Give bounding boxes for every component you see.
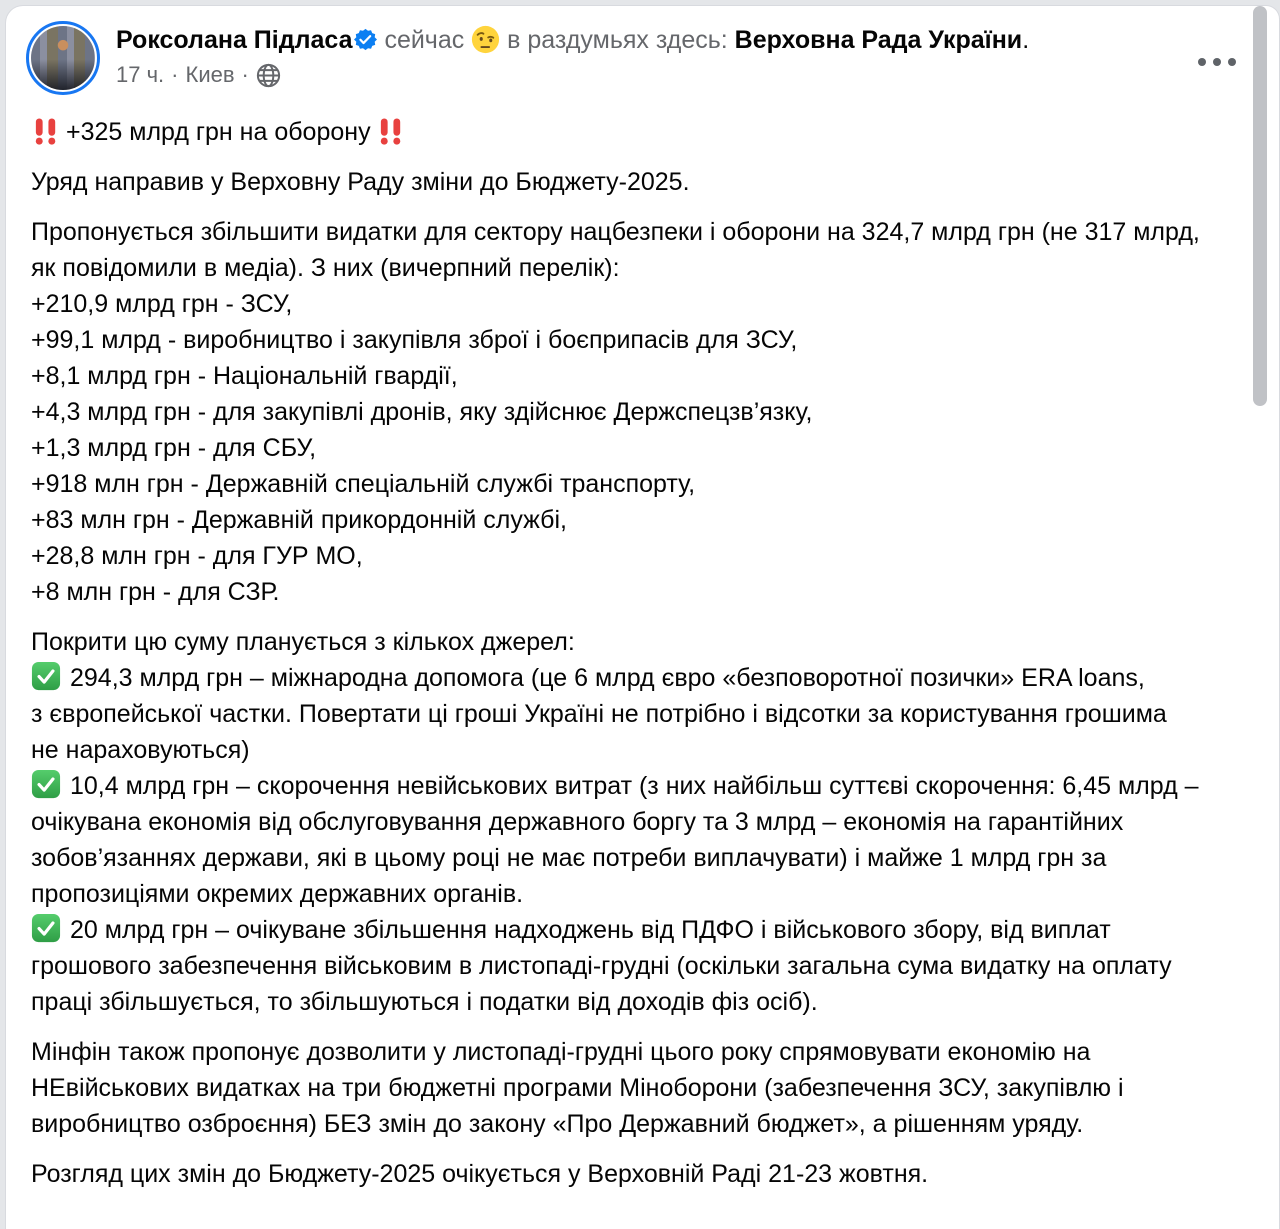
post-line xyxy=(31,114,1201,150)
location-label[interactable]: Киев xyxy=(185,62,235,87)
double-exclamation-icon xyxy=(31,116,61,146)
post-text: Пропонується збільшити видатки для сектору нацбезпеки і оборони на 324,7 млрд грн (не 317 млрд, як повідомили в медіа). З них (вичерпний перелік): xyxy=(31,218,1200,282)
post-line xyxy=(31,430,1201,466)
post-line xyxy=(31,214,1201,286)
post-card xyxy=(5,5,1280,1229)
post-paragraph xyxy=(31,1156,1201,1192)
globe-icon xyxy=(256,63,281,88)
post-paragraph xyxy=(31,624,1201,1020)
header-line-2 xyxy=(116,62,1029,88)
place-link[interactable]: Верховна Рада України xyxy=(734,26,1023,54)
post-text: Покрити цю суму планується з кількох джерел: xyxy=(31,628,575,656)
avatar[interactable] xyxy=(26,21,100,95)
post-body xyxy=(6,114,1279,1192)
status-text: в раздумьях здесь: xyxy=(507,26,728,54)
post-text: +83 млн грн - Державній прикордонній службі, xyxy=(31,506,567,534)
green-check-icon xyxy=(31,769,61,799)
post-header xyxy=(6,6,1279,95)
post-line xyxy=(31,624,1201,660)
post-text: +210,9 млрд грн - ЗСУ, xyxy=(31,290,293,318)
separator-dot: · xyxy=(171,62,179,87)
author-name[interactable]: Роксолана Підласа xyxy=(116,26,353,54)
post-text: +99,1 млрд - виробництво і закупівля зброї і боєприпасів для ЗСУ, xyxy=(31,326,798,354)
more-options-icon xyxy=(1197,57,1237,67)
post-line xyxy=(31,286,1201,322)
post-text: 294,3 млрд грн – міжнародна допомога (це 6 млрд євро «безповоротної позички» ERA loans, xyxy=(70,664,1145,692)
post-line xyxy=(31,358,1201,394)
post-line xyxy=(31,1156,1201,1192)
post-text: +4,3 млрд грн - для закупівлі дронів, яку здійснює Держспецзв’язку, xyxy=(31,398,813,426)
post-text: +1,3 млрд грн - для СБУ, xyxy=(31,434,317,462)
post-paragraph xyxy=(31,214,1201,610)
post-text: +28,8 млн грн - для ГУР МО, xyxy=(31,542,363,570)
status-prefix: сейчас xyxy=(384,26,465,54)
double-exclamation-icon xyxy=(376,116,406,146)
timestamp[interactable]: 17 ч. xyxy=(116,62,165,87)
post-text: +8,1 млрд грн - Національній гвардії, xyxy=(31,362,458,390)
post-line xyxy=(31,394,1201,430)
status-period: . xyxy=(1022,26,1030,54)
post-text: 20 млрд грн – очікуване збільшення надходжень від ПДФО і військового збору, від виплат грошового забезпечення військовим в листопаді-грудні (оскільки загальна сума видатку на оплату праці збільшується, то збільшуються і податки від доходів фіз осіб). xyxy=(31,916,1172,1016)
post-line xyxy=(31,574,1201,610)
scrollbar-thumb[interactable] xyxy=(1253,6,1267,406)
post-text: +325 млрд грн на оборону xyxy=(66,118,371,146)
post-text: 10,4 млрд грн – скорочення невійськових витрат (з них найбільш суттєві скорочення: 6,45 млрд – очікувана економія від обслуговування державного боргу та 3 млрд – економія на гарантійних зобов’язаннях держави, які в цьому році не має потреби виплачувати) і майже 1 млрд грн за пропозиціями окремих державних органів. xyxy=(31,772,1199,908)
raised-eyebrow-emoji xyxy=(471,25,500,54)
post-text: Уряд направив у Верховну Раду зміни до Бюджету-2025. xyxy=(31,168,690,196)
post-line xyxy=(31,696,1201,768)
post-line xyxy=(31,502,1201,538)
post-paragraph xyxy=(31,164,1201,200)
post-line xyxy=(31,1034,1201,1142)
post-line xyxy=(31,322,1201,358)
post-text: Розгляд цих змін до Бюджету-2025 очікується у Верховній Раді 21-23 жовтня. xyxy=(31,1160,929,1188)
post-paragraph xyxy=(31,1034,1201,1142)
post-text: +918 млн грн - Державній спеціальній службі транспорту, xyxy=(31,470,696,498)
header-line-1 xyxy=(116,23,1029,57)
post-line xyxy=(31,912,1201,1020)
post-line xyxy=(31,538,1201,574)
post-line xyxy=(31,466,1201,502)
more-options-button[interactable] xyxy=(1193,46,1241,80)
post-text: +8 млн грн - для СЗР. xyxy=(31,578,280,606)
header-text xyxy=(116,21,1029,88)
verified-badge-icon xyxy=(354,28,377,51)
post-line xyxy=(31,660,1201,696)
post-text: Мінфін також пропонує дозволити у листопаді-грудні цього року спрямовувати економію на НЕвійськових видатках на три бюджетні програми Міноборони (забезпечення ЗСУ, закупівлю і виробництво озброєння) БЕЗ змін до закону «Про Державний бюджет», а рішенням уряду. xyxy=(31,1038,1124,1138)
post-line xyxy=(31,768,1201,912)
separator-dot: · xyxy=(241,62,249,87)
post-line xyxy=(31,164,1201,200)
avatar-photo xyxy=(31,26,95,90)
green-check-icon xyxy=(31,913,61,943)
post-text: з європейської частки. Повертати ці гроші Україні не потрібно і відсотки за користування грошима не нараховуються) xyxy=(31,700,1167,764)
green-check-icon xyxy=(31,661,61,691)
post-paragraph xyxy=(31,114,1201,150)
